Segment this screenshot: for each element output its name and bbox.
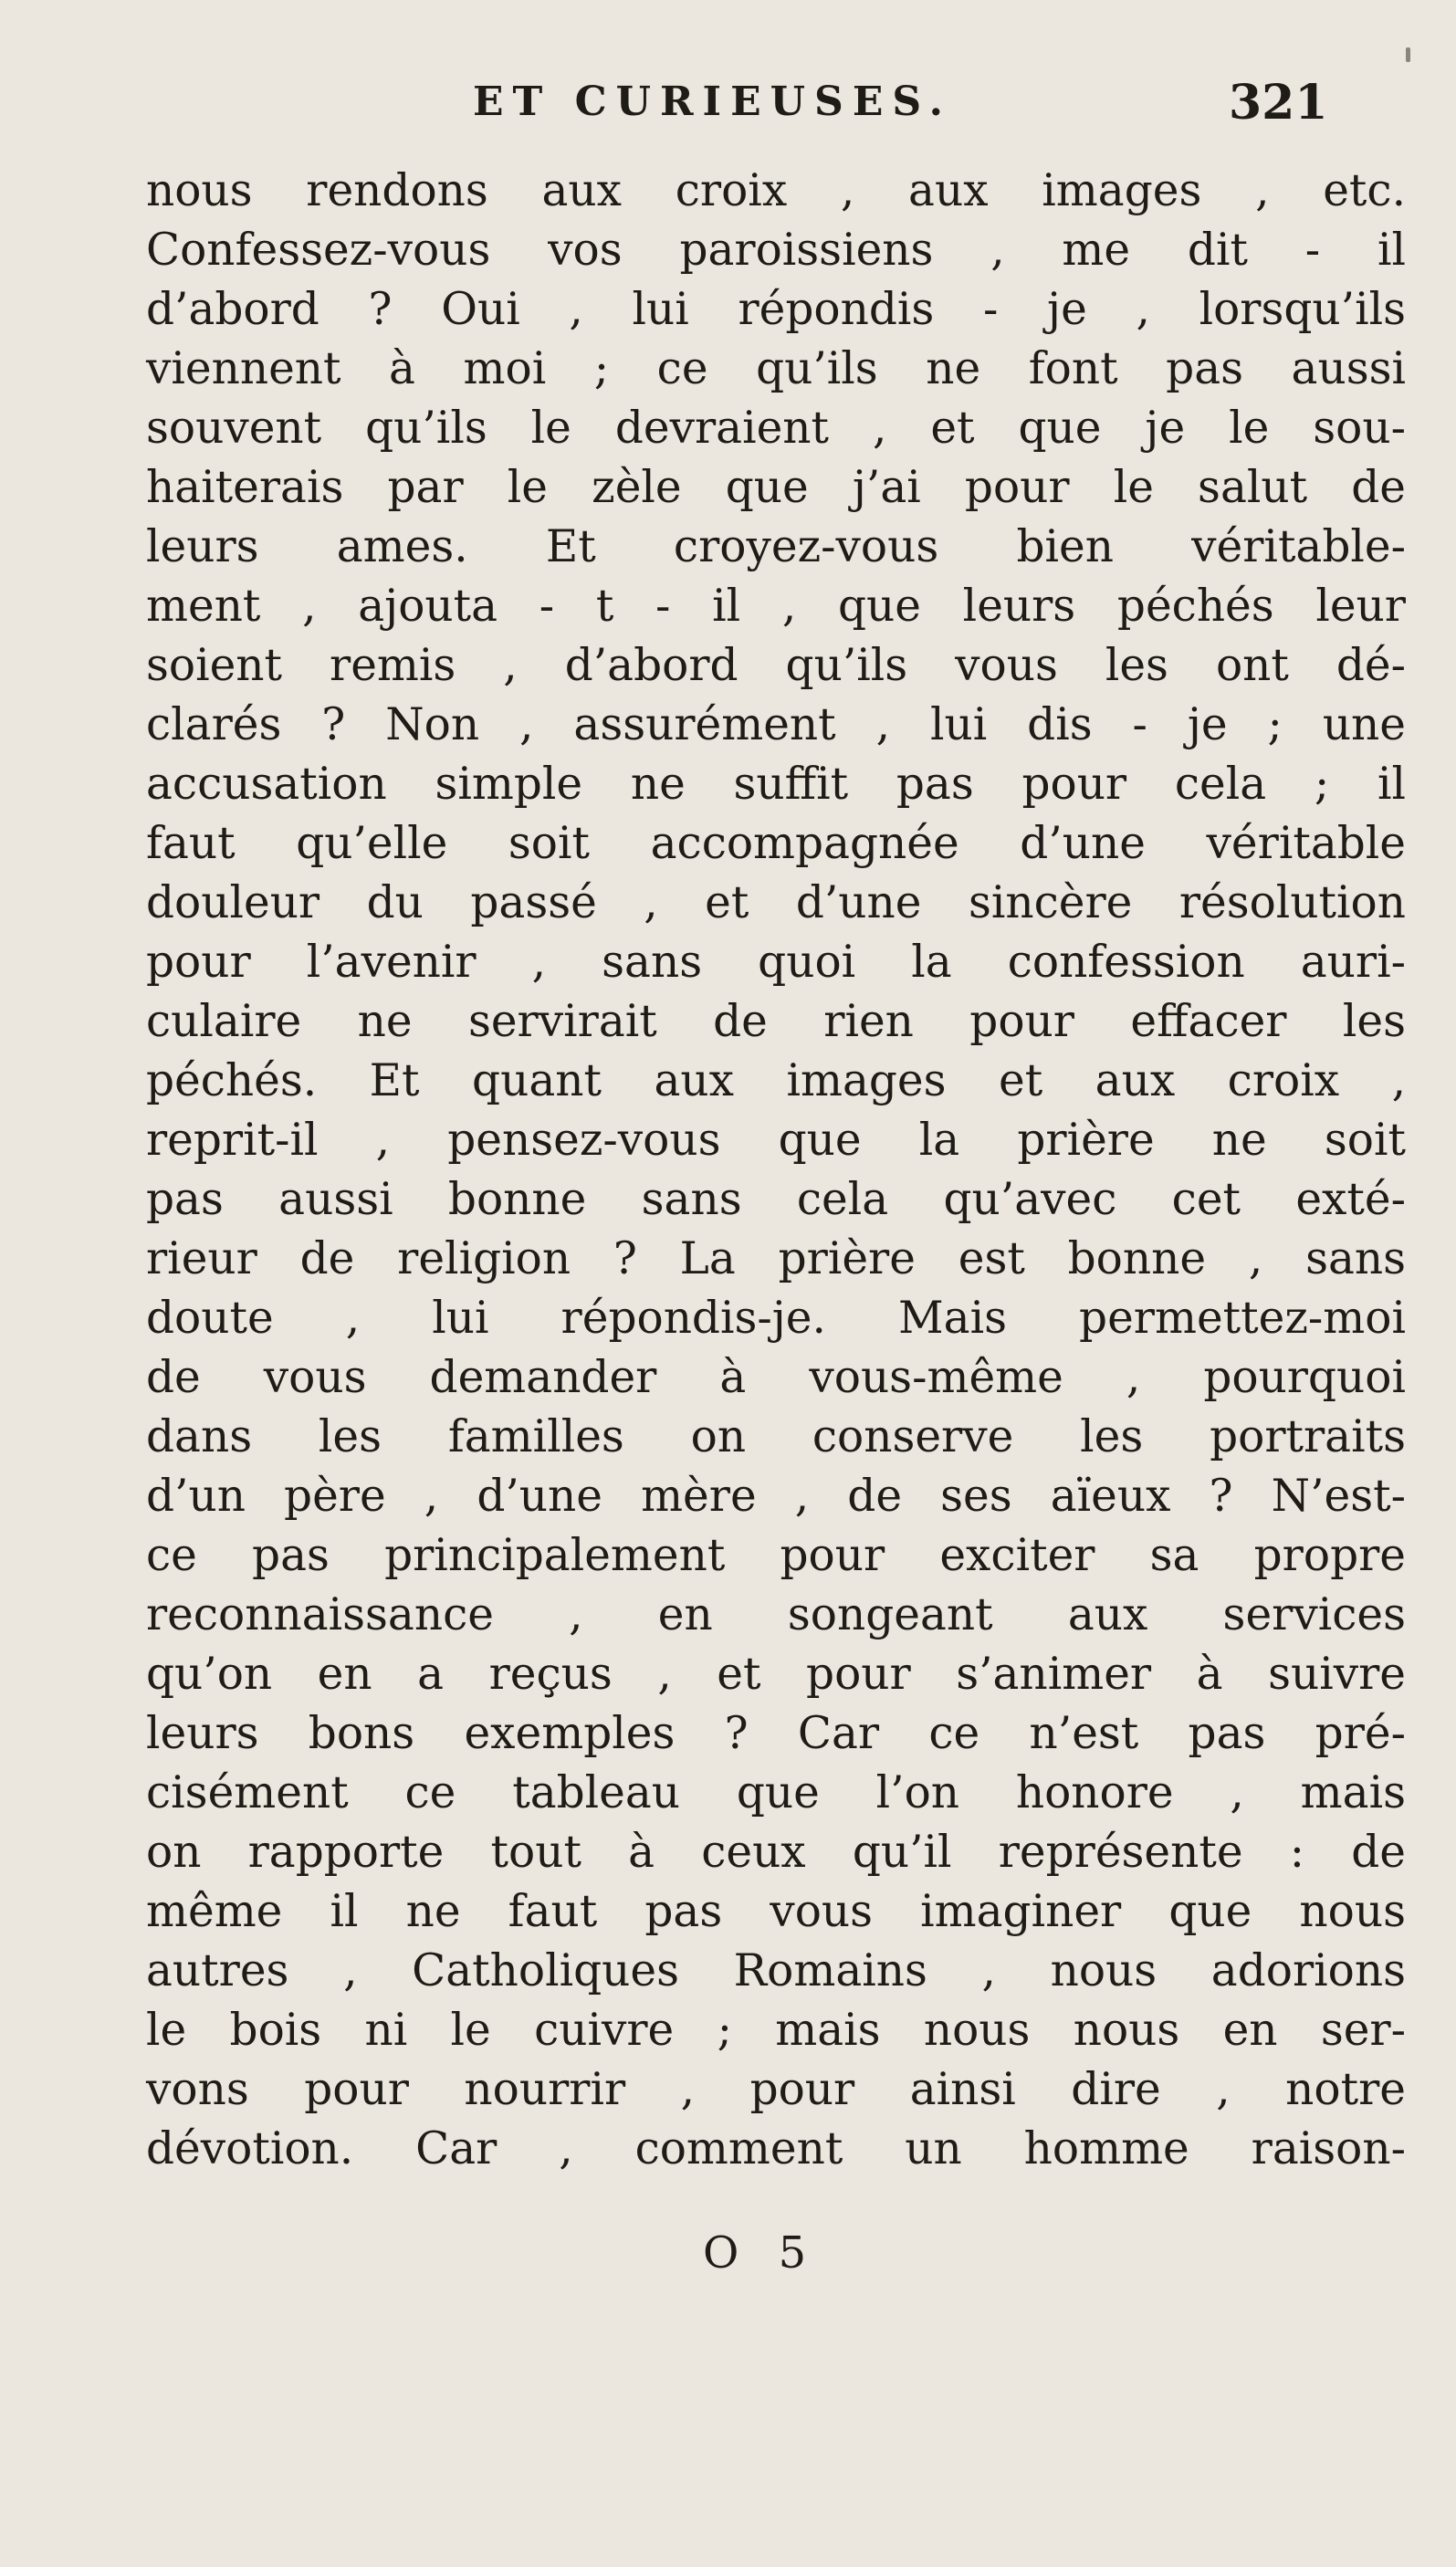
signature-mark: O 5 <box>703 2227 820 2279</box>
running-title: ET CURIEUSES. <box>473 79 952 125</box>
body-text <box>146 162 1406 2179</box>
text-line-5: souvent qu’ils le devraient , et que je le sou- <box>146 403 1406 454</box>
text-line-29: on rapporte tout à ceux qu’il représente : de <box>146 1827 1406 1878</box>
text-line-13: douleur du passé , et d’une sincère résolution <box>146 877 1406 928</box>
text-line-9: soient remis , d’abord qu’ils vous les ont dé- <box>146 640 1406 691</box>
text-line-3: d’abord ? Oui , lui répondis - je , lorsqu’ils <box>146 284 1406 335</box>
text-line-21: de vous demander à vous-même , pourquoi <box>146 1352 1406 1403</box>
text-line-14: pour l’avenir , sans quoi la confession auri- <box>146 937 1406 988</box>
text-line-33: vons pour nourrir , pour ainsi dire , notre <box>146 2064 1406 2115</box>
text-line-28: cisément ce tableau que l’on honore , mais <box>146 1767 1406 1818</box>
text-line-4: viennent à moi ; ce qu’ils ne font pas aussi <box>146 343 1406 394</box>
text-line-2: Confessez-vous vos paroissiens , me dit - il <box>146 225 1406 276</box>
text-line-8: ment , ajouta - t - il , que leurs péchés leur <box>146 581 1406 632</box>
text-line-17: reprit-il , pensez-vous que la prière ne soit <box>146 1115 1406 1166</box>
text-line-26: qu’on en a reçus , et pour s’animer à suivre <box>146 1649 1406 1700</box>
text-line-16: péchés. Et quant aux images et aux croix , <box>146 1055 1406 1106</box>
text-line-32: le bois ni le cuivre ; mais nous nous en ser- <box>146 2005 1406 2056</box>
text-line-1: nous rendons aux croix , aux images , etc. <box>146 165 1406 216</box>
text-line-27: leurs bons exemples ? Car ce n’est pas pré- <box>146 1708 1406 1759</box>
text-line-7: leurs ames. Et croyez-vous bien véritable- <box>146 521 1406 572</box>
text-line-11: accusation simple ne suffit pas pour cela ; il <box>146 759 1406 810</box>
page-edge-mark <box>1406 47 1410 62</box>
text-line-22: dans les familles on conserve les portraits <box>146 1411 1406 1462</box>
text-line-19: rieur de religion ? La prière est bonne , sans <box>146 1233 1406 1284</box>
text-line-20: doute , lui répondis-je. Mais permettez-moi <box>146 1293 1406 1344</box>
text-line-31: autres , Catholiques Romains , nous adorions <box>146 1945 1406 1996</box>
page-header <box>0 75 1456 139</box>
text-line-24: ce pas principalement pour exciter sa propre <box>146 1530 1406 1581</box>
text-line-6: haiterais par le zèle que j’ai pour le salut de <box>146 462 1406 513</box>
text-line-12: faut qu’elle soit accompagnée d’une véritable <box>146 818 1406 869</box>
text-line-23: d’un père , d’une mère , de ses aïeux ? N’est- <box>146 1471 1406 1522</box>
page-number: 321 <box>1229 75 1328 131</box>
text-line-34: dévotion. Car , comment un homme raison- <box>146 2123 1406 2174</box>
text-line-18: pas aussi bonne sans cela qu’avec cet exté- <box>146 1174 1406 1225</box>
text-line-10: clarés ? Non , assurément , lui dis - je ; une <box>146 699 1406 750</box>
text-line-15: culaire ne servirait de rien pour effacer les <box>146 996 1406 1047</box>
text-line-25: reconnaissance , en songeant aux services <box>146 1589 1406 1640</box>
text-line-30: même il ne faut pas vous imaginer que nous <box>146 1886 1406 1937</box>
